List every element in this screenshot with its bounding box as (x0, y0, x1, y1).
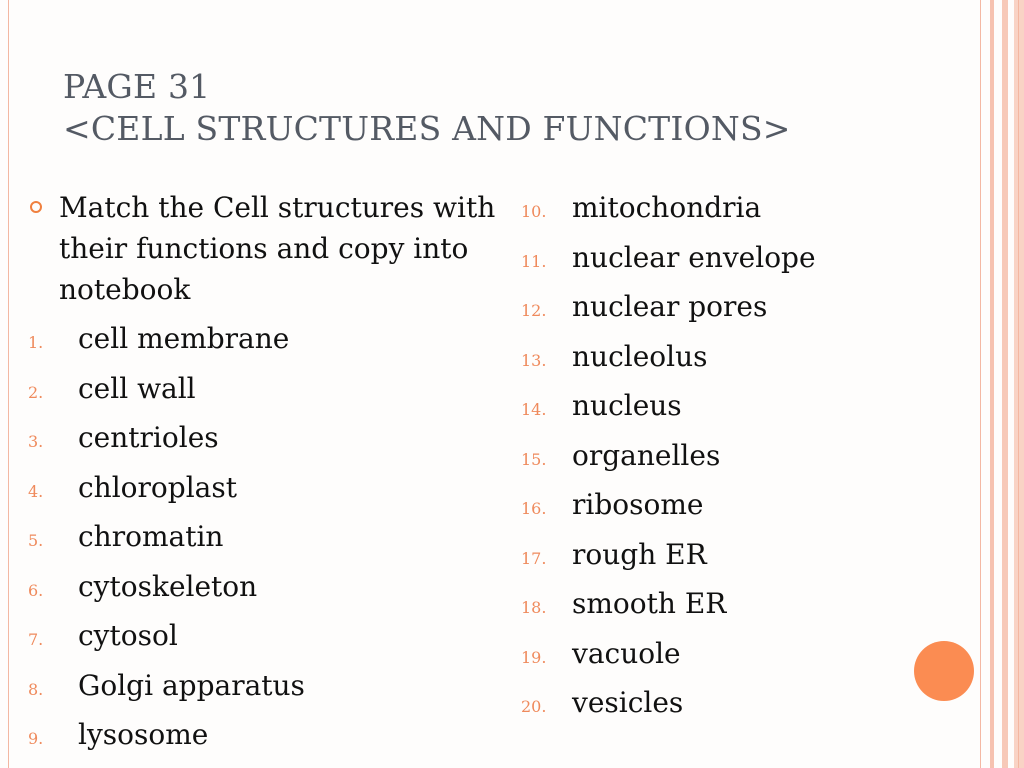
list-item-number: 17. (521, 548, 547, 568)
slide-title (63, 66, 791, 150)
list-item (521, 386, 941, 426)
list-item-label: rough ER (572, 537, 707, 571)
list-item-number: 11. (521, 251, 547, 271)
right-border-line (1018, 0, 1019, 768)
bullet-icon (30, 201, 42, 213)
intro-text: Match the Cell structures with their functions and copy into notebook (59, 191, 496, 306)
list-item (28, 715, 448, 755)
list-item-label: cell membrane (78, 322, 290, 355)
list-item (521, 634, 941, 674)
list-item-number: 20. (521, 697, 547, 716)
list-item (521, 188, 941, 228)
list-item (521, 287, 941, 327)
list-item (521, 584, 941, 624)
list-item (521, 535, 941, 575)
list-item (521, 436, 941, 476)
list-item-number: 3. (28, 432, 44, 451)
list-item (521, 337, 941, 377)
list-item-label: centrioles (78, 421, 219, 454)
list-item-number: 14. (521, 400, 547, 419)
list-item-number: 5. (28, 531, 44, 550)
list-item-label: chloroplast (78, 470, 237, 504)
list-item (521, 238, 941, 278)
intro-bullet (30, 187, 510, 310)
list-item-number: 12. (521, 301, 547, 320)
right-border-line (980, 0, 981, 768)
list-item-number: 10. (521, 202, 547, 221)
list-item (28, 468, 448, 508)
list-item (28, 319, 448, 359)
list-item-label: nucleus (572, 389, 682, 422)
list-item-number: 15. (521, 449, 547, 469)
list-item (28, 517, 448, 557)
list-item-number: 18. (521, 598, 547, 617)
list-item-label: vacuole (572, 636, 681, 670)
list-item-number: 7. (28, 630, 44, 649)
list-item (521, 683, 941, 723)
list-item (28, 369, 448, 409)
list-item-label: cell wall (78, 371, 196, 405)
list-item (28, 616, 448, 656)
list-item-label: nucleolus (572, 339, 708, 373)
list-item-label: organelles (572, 438, 721, 472)
title-line-2: <CELL STRUCTURES AND FUNCTIONS> (63, 109, 791, 148)
list-item (28, 666, 448, 706)
list-item-label: mitochondria (572, 191, 762, 224)
right-border-stripe (1014, 0, 1024, 768)
list-item-number: 16. (521, 499, 547, 518)
left-border-line (8, 0, 9, 768)
title-line-1: PAGE 31 (63, 67, 211, 106)
list-item-label: cytosol (78, 619, 178, 652)
list-item (28, 418, 448, 458)
right-border-stripe (1002, 0, 1008, 768)
list-item-number: 9. (28, 729, 44, 748)
list-item-number: 1. (28, 333, 44, 352)
right-border-stripe (990, 0, 994, 768)
list-item-label: nuclear envelope (572, 240, 816, 274)
list-item (521, 485, 941, 525)
list-item-label: Golgi apparatus (78, 668, 305, 702)
list-item-number: 19. (521, 647, 547, 667)
list-item-label: cytoskeleton (78, 569, 258, 603)
list-item-number: 2. (28, 382, 44, 402)
list-item-number: 13. (521, 350, 547, 370)
list-item-label: vesicles (572, 686, 684, 719)
list-item-label: chromatin (78, 520, 224, 553)
list-item-number: 8. (28, 679, 44, 699)
list-item-label: nuclear pores (572, 290, 768, 323)
list-item-number: 6. (28, 580, 44, 600)
list-item-label: ribosome (572, 488, 704, 521)
list-item-label: smooth ER (572, 587, 727, 620)
list-item (28, 567, 448, 607)
list-item-label: lysosome (78, 718, 209, 751)
list-item-number: 4. (28, 481, 44, 501)
